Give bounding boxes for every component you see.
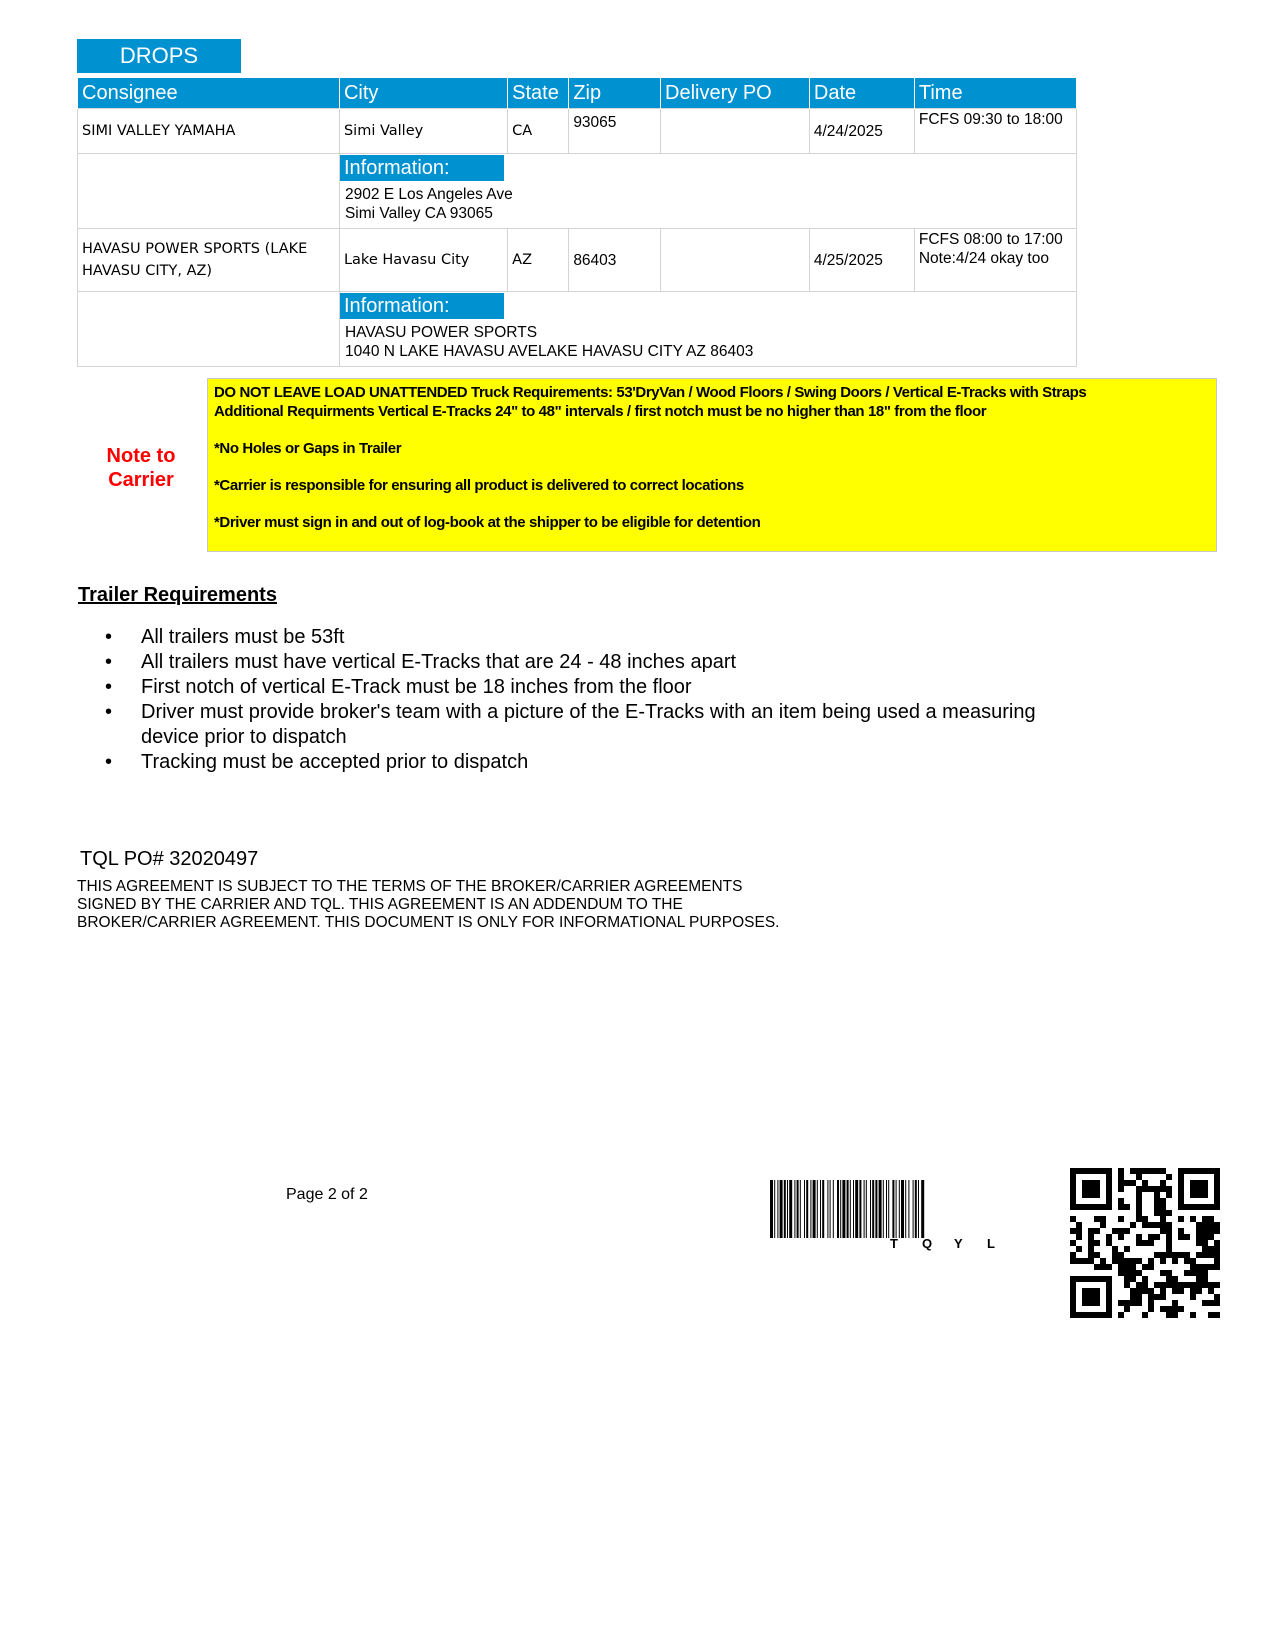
note-to-carrier-label: Note to Carrier: [106, 445, 176, 491]
list-item-text: All trailers must be 53ft: [141, 626, 345, 648]
note-line: *Driver must sign in and out of log-book at the shipper to be eligible for detention: [214, 514, 761, 531]
bullet-icon: •: [105, 701, 113, 723]
drops-table: [77, 77, 1077, 367]
tql-po-number: TQL PO# 32020497: [80, 848, 259, 870]
city-cell: Lake Havasu City: [339, 229, 507, 292]
list-item: [78, 650, 1098, 675]
info-line-2: 1040 N LAKE HAVASU AVELAKE HAVASU CITY AZ 86403: [344, 343, 754, 360]
note-to-carrier-box: [207, 378, 1217, 552]
list-item-text: Driver must provide broker's team with a picture of the E-Tracks with an item being used a measuring device prior to dispatch: [141, 701, 1036, 748]
info-row: [78, 292, 1077, 367]
state-cell: AZ: [508, 229, 569, 292]
drops-header-row: [78, 78, 1077, 109]
info-cell: [339, 292, 1076, 367]
date-cell: 4/25/2025: [809, 229, 914, 292]
drops-title: DROPS: [77, 39, 241, 73]
qr-code-icon: [1070, 1168, 1220, 1318]
note-line: Additional Requirments Vertical E-Tracks 24" to 48" intervals / first notch must be no higher than 18" from the floor: [214, 403, 987, 420]
note-line: *Carrier is responsible for ensuring all product is delivered to correct locations: [214, 477, 744, 494]
info-cell: [339, 154, 1076, 229]
list-item: [78, 625, 1098, 650]
delivery-po-cell: [661, 109, 810, 154]
bullet-icon: •: [105, 651, 113, 673]
info-line-2: Simi Valley CA 93065: [344, 205, 493, 222]
col-date: Date: [809, 78, 914, 109]
note-line: DO NOT LEAVE LOAD UNATTENDED Truck Requirements: 53'DryVan / Wood Floors / Swing Doors / Vertical E-Tracks with Straps: [214, 384, 1087, 401]
barcode-char: Y: [954, 1236, 963, 1251]
col-city: City: [339, 78, 507, 109]
info-line-1: HAVASU POWER SPORTS: [344, 324, 538, 341]
consignee-cell: SIMI VALLEY YAMAHA: [78, 109, 340, 154]
stop-row: [78, 109, 1077, 154]
date-cell: 4/24/2025: [809, 109, 914, 154]
time-cell: FCFS 09:30 to 18:00: [914, 109, 1076, 154]
legal-disclaimer: THIS AGREEMENT IS SUBJECT TO THE TERMS OF THE BROKER/CARRIER AGREEMENTS SIGNED BY THE CARRIER AND TQL. THIS AGREEMENT IS AN ADDENDUM TO THE BROKER/CARRIER AGREEMENT. THIS DOCUMENT IS ONLY FOR INFORMATIONAL PURPOSES.: [77, 878, 780, 931]
zip-cell: 93065: [569, 109, 661, 154]
list-item-text: All trailers must have vertical E-Tracks that are 24 - 48 inches apart: [141, 651, 737, 673]
zip-cell: 86403: [569, 229, 661, 292]
delivery-po-cell: [661, 229, 810, 292]
time-cell: FCFS 08:00 to 17:00 Note:4/24 okay too: [914, 229, 1076, 292]
col-time: Time: [914, 78, 1076, 109]
bullet-icon: •: [105, 676, 113, 698]
note-line: *No Holes or Gaps in Trailer: [214, 440, 402, 457]
stop-row: [78, 229, 1077, 292]
info-label: Information:: [340, 293, 504, 319]
barcode-char: Q: [922, 1236, 933, 1251]
col-state: State: [508, 78, 569, 109]
list-item: [78, 750, 1098, 775]
col-zip: Zip: [569, 78, 661, 109]
col-consignee: Consignee: [78, 78, 340, 109]
trailer-requirements-list: [78, 625, 1098, 775]
info-spacer: [78, 154, 340, 229]
bullet-icon: •: [105, 626, 113, 648]
info-row: [78, 154, 1077, 229]
info-line-1: 2902 E Los Angeles Ave: [344, 186, 513, 203]
list-item: [78, 675, 1098, 700]
consignee-cell: HAVASU POWER SPORTS (LAKE HAVASU CITY, AZ): [78, 229, 340, 292]
page-number: Page 2 of 2: [286, 1186, 368, 1203]
barcode-char: T: [890, 1236, 898, 1251]
trailer-requirements-title: Trailer Requirements: [78, 584, 277, 606]
info-address: [340, 181, 1076, 226]
city-cell: Simi Valley: [339, 109, 507, 154]
barcode-icon: [770, 1180, 1054, 1238]
info-spacer: [78, 292, 340, 367]
info-label: Information:: [340, 155, 504, 181]
state-cell: CA: [508, 109, 569, 154]
col-delivery-po: Delivery PO: [661, 78, 810, 109]
list-item-text: Tracking must be accepted prior to dispatch: [141, 751, 529, 773]
bullet-icon: •: [105, 751, 113, 773]
list-item: [78, 700, 1098, 750]
info-address: [340, 319, 1076, 364]
list-item-text: First notch of vertical E-Track must be 18 inches from the floor: [141, 676, 692, 698]
barcode-char: L: [987, 1236, 995, 1251]
